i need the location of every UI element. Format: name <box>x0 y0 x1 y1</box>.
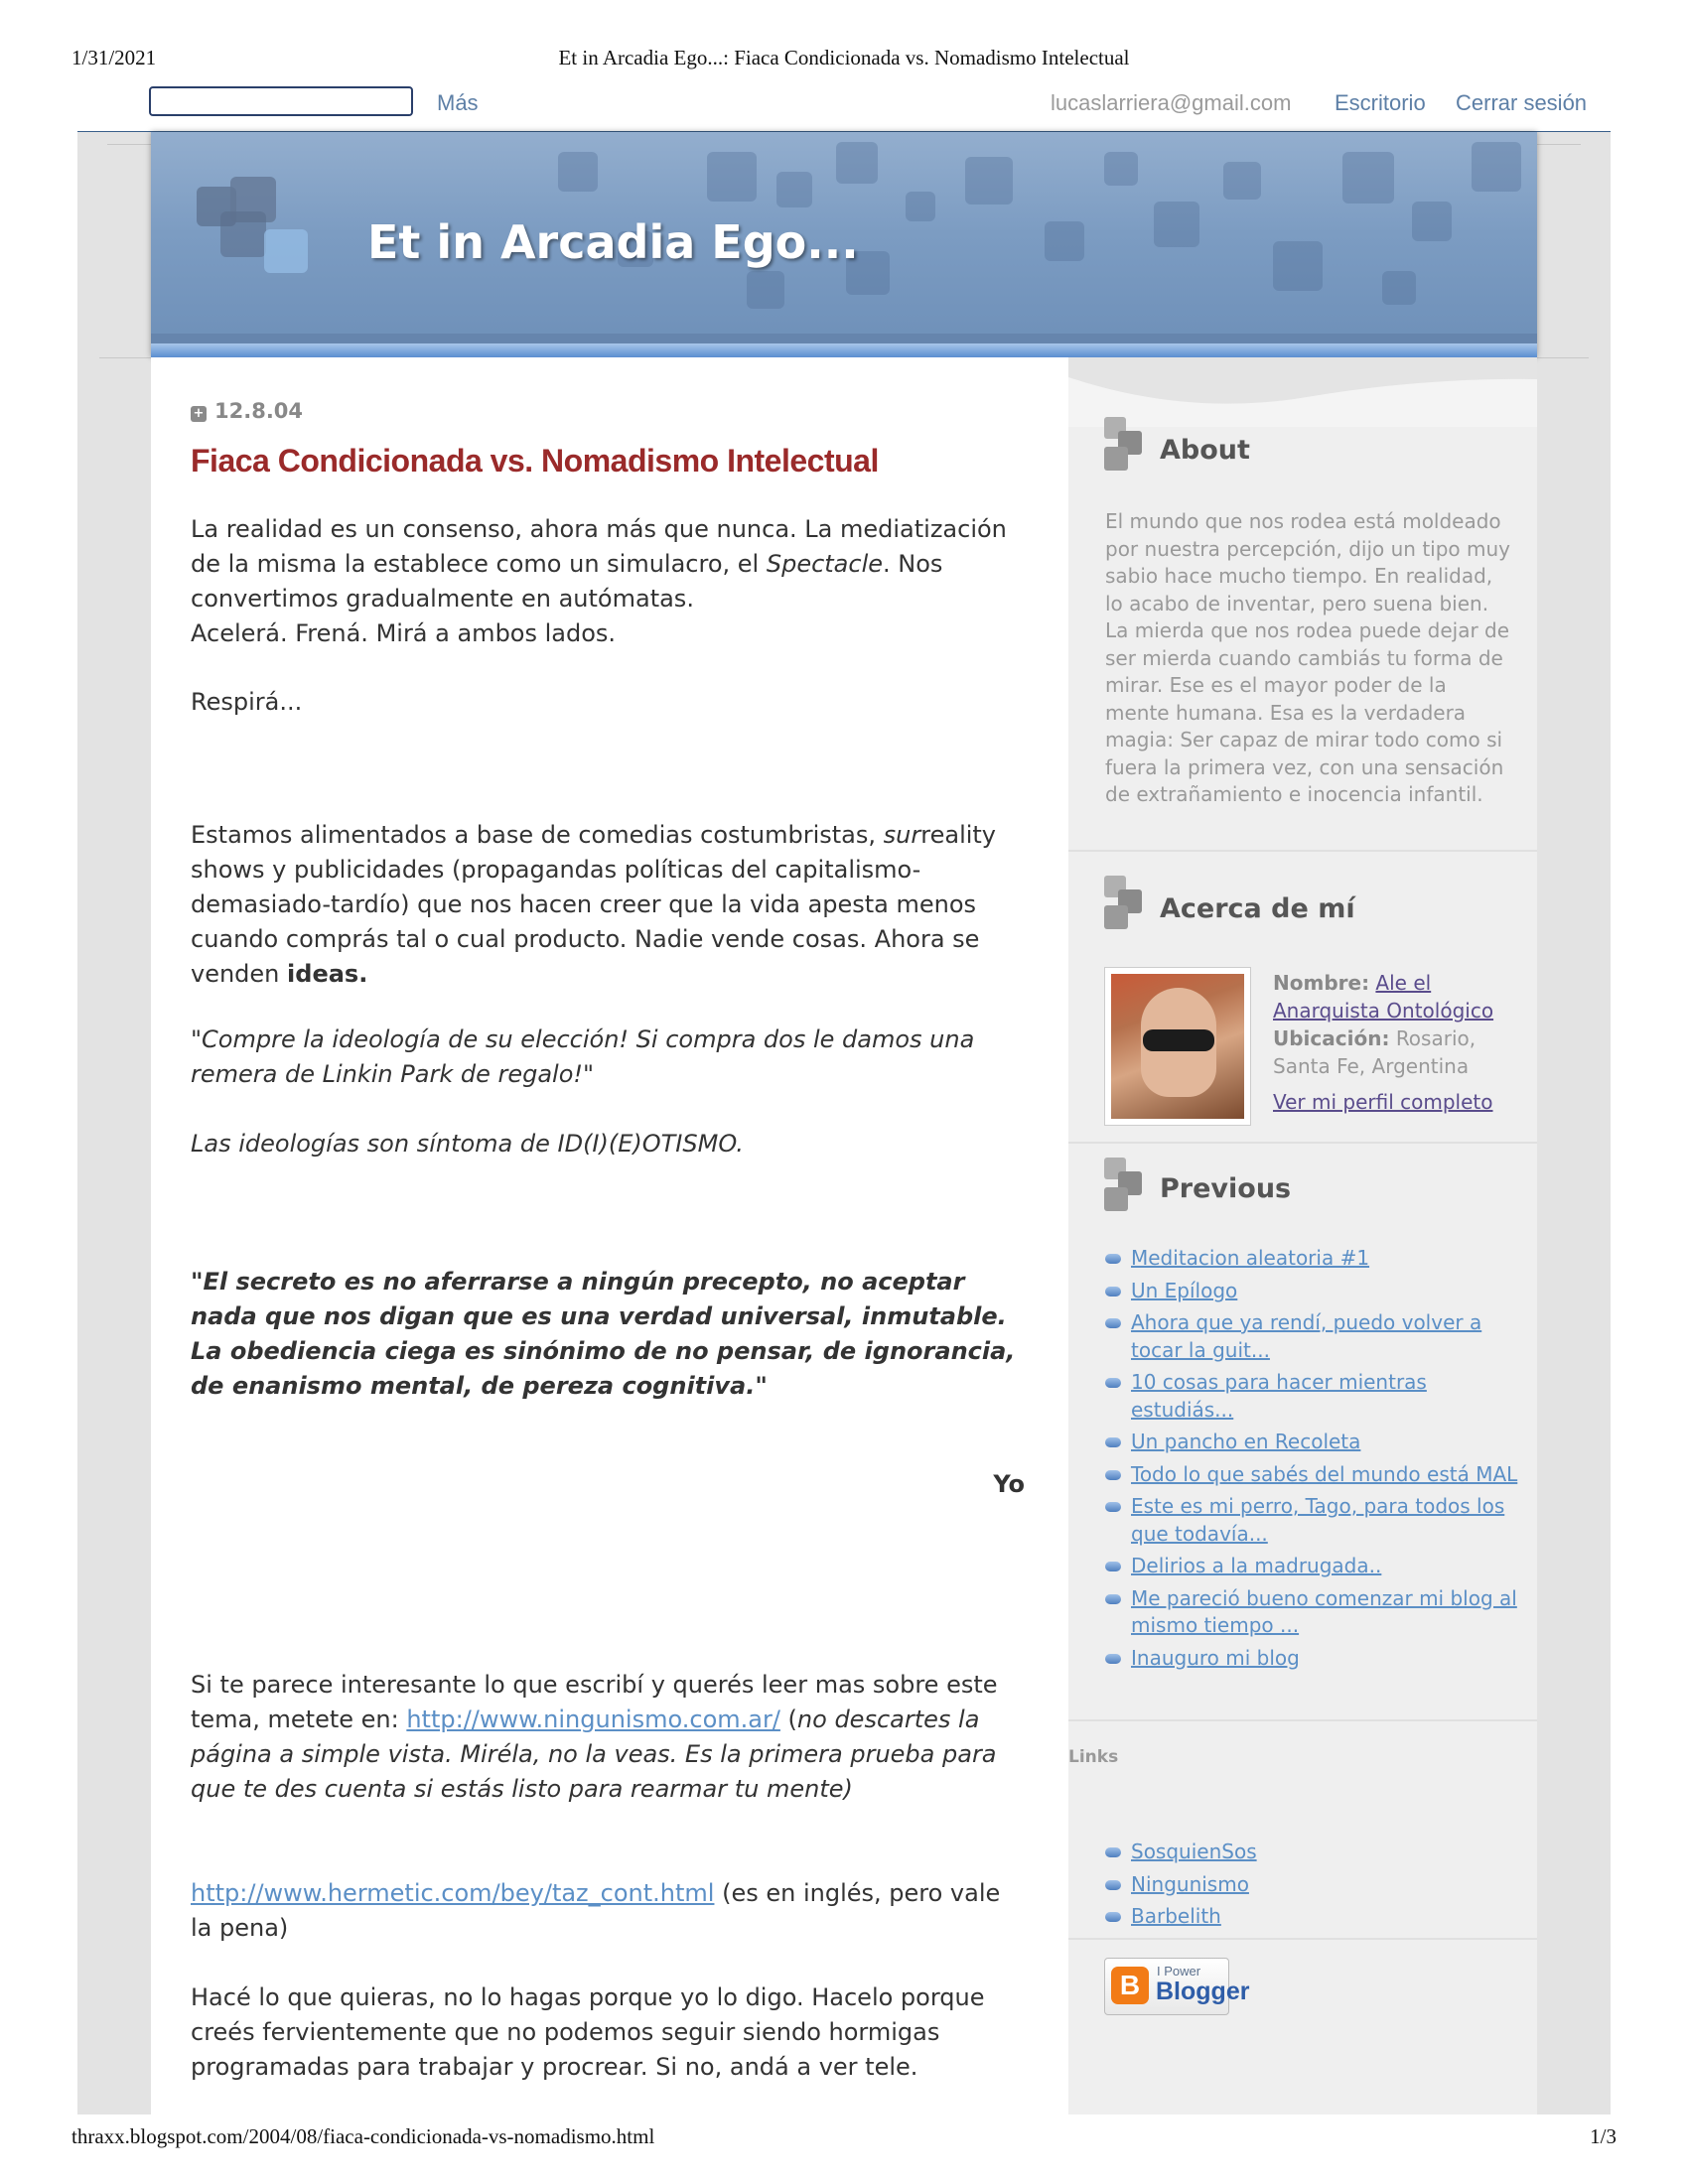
hermetic-link[interactable]: http://www.hermetic.com/bey/taz_cont.html <box>191 1879 715 1907</box>
print-header <box>0 40 1688 69</box>
list-item <box>1105 1309 1522 1364</box>
list-bullet-icon <box>1105 1880 1121 1890</box>
previous-post-link[interactable]: Delirios a la madrugada.. <box>1131 1554 1382 1577</box>
location-value: Rosario, Santa Fe, Argentina <box>1273 1026 1477 1078</box>
post-paragraph: Acelerá. Frená. Mirá a ambos lados. <box>191 619 617 647</box>
list-item <box>1105 1871 1522 1899</box>
post-paragraph: Hacé lo que quieras, no lo hagas porque yo lo digo. Hacelo porque creés fervientemente que no podemos seguir siendo hormigas programadas para trabajar y procrear. Si no, andá a ver tele. <box>191 1983 985 2081</box>
decorative-square <box>1342 152 1394 204</box>
navbar-more-link[interactable]: Más <box>437 90 479 115</box>
about-text: El mundo que nos rodea está moldeado por nuestra percepción, dijo un tipo muy sabio hace mucho tiempo. En realidad, lo acabo de inventar, pero suena bien. La mierda que nos rodea puede dejar de ser mierda cuando cambiás tu forma de mirar. Ese es el mayor poder de la mente humana. Esa es la verdadera magia: Ser capaz de mirar todo como si fuera la primera vez, con una sensación de extrañamiento e inocencia infantil. <box>1105 509 1511 806</box>
post-paragraph-text: reality shows y publicidades (propagandas políticas del capitalismo-demasiado-tardío) que nos hacen creer que la vida apesta menos cuando comprás tal o cual producto. Nadie vende cosas. Ahora se venden <box>191 821 997 988</box>
navbar-user-email: lucaslarriera@gmail.com <box>1051 90 1292 115</box>
list-bullet-icon <box>1105 1470 1121 1480</box>
post-emphasis: Spectacle <box>766 550 884 578</box>
decorative-square <box>1382 271 1416 305</box>
decorative-square <box>836 142 878 184</box>
post-paragraph <box>191 512 1025 616</box>
previous-post-link[interactable]: Este es mi perro, Tago, para todos los que todavía... <box>1131 1494 1505 1546</box>
print-footer <box>0 2120 1688 2150</box>
divider <box>151 343 1537 357</box>
list-bullet-icon <box>1105 1562 1121 1571</box>
links-heading: Links <box>1068 1747 1119 1767</box>
post-date-text: 12.8.04 <box>214 399 304 423</box>
post-paragraph-text: (es en inglés, pero vale la pena) <box>191 1879 1001 1942</box>
decorative-square <box>776 172 812 207</box>
sidebar <box>1068 357 1537 2115</box>
previous-posts-list <box>1105 1245 1522 1677</box>
post-paragraph <box>191 818 1025 992</box>
profile-avatar[interactable] <box>1104 967 1251 1126</box>
post-paragraph-text: . Nos convertimos gradualmente en autómatas. <box>191 550 943 613</box>
divider <box>151 334 1537 343</box>
decorative-square <box>747 271 784 309</box>
post-quote: "Compre la ideología de su elección! Si compra dos le damos una remera de Linkin Park de regalo!" <box>191 1025 975 1088</box>
divider <box>1068 1142 1537 1144</box>
list-item <box>1105 1461 1522 1489</box>
print-date: 1/31/2021 <box>71 46 157 69</box>
list-item <box>1105 1369 1522 1424</box>
links-list <box>1105 1839 1522 1936</box>
previous-post-link[interactable]: Ahora que ya rendí, puedo volver a tocar la guit... <box>1131 1310 1482 1362</box>
list-item <box>1105 1245 1522 1273</box>
previous-post-link[interactable]: Todo lo que sabés del mundo está MAL <box>1131 1461 1518 1486</box>
sunglasses-shape <box>1143 1029 1214 1051</box>
post-emphasis: no descartes la página a simple vista. Miréla, no la veas. Es la primera prueba para que te des cuenta si estás listo para rearmar tu mente) <box>191 1706 997 1803</box>
divider <box>1068 1938 1537 1940</box>
view-full-profile-link[interactable]: Ver mi perfil completo <box>1273 1090 1493 1114</box>
print-title: Et in Arcadia Ego...: Fiaca Condicionada vs. Nomadismo Intelectual <box>558 46 1130 69</box>
profile-info <box>1273 969 1531 1116</box>
list-item <box>1105 1429 1522 1456</box>
blogger-navbar <box>77 81 1611 133</box>
post-signature: Yo <box>993 1470 1025 1498</box>
post-paragraph-text: ( <box>779 1706 797 1733</box>
decorative-square <box>1045 221 1084 261</box>
previous-post-link[interactable]: Meditacion aleatoria #1 <box>1131 1246 1370 1270</box>
navbar-logout-link[interactable]: Cerrar sesión <box>1456 90 1588 115</box>
date-bullet-icon: + <box>191 406 207 422</box>
decorative-square <box>1104 152 1138 186</box>
logo-square <box>220 211 266 257</box>
external-link[interactable]: Ningunismo <box>1131 1871 1249 1896</box>
list-item <box>1105 1553 1522 1580</box>
list-bullet-icon <box>1105 1378 1121 1388</box>
post-paragraph-text: La realidad es un consenso, ahora más que nunca. La mediatización de la misma la establece como un simulacro, el <box>191 515 1007 578</box>
profile-name-link[interactable]: Ale el Anarquista Ontológico <box>1273 971 1494 1023</box>
previous-post-link[interactable]: 10 cosas para hacer mientras estudiás... <box>1131 1370 1427 1422</box>
badge-title: Blogger <box>1156 1978 1250 2005</box>
badge-caption: I Power <box>1157 1964 1201 1979</box>
powered-by-blogger-badge[interactable] <box>1104 1958 1250 2015</box>
list-bullet-icon <box>1105 1318 1121 1328</box>
decorative-square <box>906 192 935 221</box>
blog-header-banner <box>151 132 1537 357</box>
navbar-search-input[interactable] <box>149 86 413 116</box>
post-paragraph-text: Estamos alimentados a base de comedias costumbristas, <box>191 821 884 849</box>
post-title: Fiaca Condicionada vs. Nomadismo Intelectual <box>191 443 879 478</box>
external-link[interactable]: SosquienSos <box>1131 1840 1257 1863</box>
previous-heading: Previous <box>1160 1173 1292 1204</box>
divider <box>1068 850 1537 852</box>
location-label: Ubicación: <box>1273 1026 1390 1050</box>
previous-section-icon <box>1104 1158 1148 1223</box>
list-bullet-icon <box>1105 1502 1121 1512</box>
post-strong: ideas. <box>287 960 368 988</box>
list-bullet-icon <box>1105 1254 1121 1264</box>
previous-post-link[interactable]: Me pareció bueno comenzar mi blog al mismo tiempo ... <box>1131 1585 1517 1637</box>
post-date <box>191 399 303 423</box>
blogger-logo-icon: B <box>1111 1967 1149 2004</box>
list-item <box>1105 1645 1522 1673</box>
list-bullet-icon <box>1105 1594 1121 1604</box>
divider <box>1068 1719 1537 1721</box>
decorative-square <box>965 157 1013 205</box>
decorative-square <box>1154 202 1199 247</box>
post-paragraph-text: Si te parece interesante lo que escribí y querés leer mas sobre este tema, metete en: <box>191 1671 998 1733</box>
list-item <box>1105 1903 1522 1931</box>
name-label: Nombre: <box>1273 971 1370 995</box>
list-bullet-icon <box>1105 1847 1121 1857</box>
decorative-square <box>1472 142 1521 192</box>
list-item <box>1105 1839 1522 1866</box>
previous-post-link[interactable]: Un pancho en Recoleta <box>1131 1430 1361 1453</box>
print-page-number: 1/3 <box>1590 2124 1617 2148</box>
print-url: thraxx.blogspot.com/2004/08/fiaca-condicionada-vs-nomadismo.html <box>71 2124 655 2148</box>
decorative-square <box>1273 241 1323 291</box>
decorative-square <box>1412 202 1452 241</box>
navbar-dashboard-link[interactable]: Escritorio <box>1335 90 1426 115</box>
post-emphasis: sur <box>883 821 921 849</box>
about-me-section-icon <box>1104 876 1148 941</box>
list-bullet-icon <box>1105 1654 1121 1664</box>
logo-square <box>264 229 308 273</box>
previous-post-link[interactable]: Inauguro mi blog <box>1131 1645 1300 1670</box>
about-section-icon <box>1104 417 1148 482</box>
decorative-square <box>707 152 757 202</box>
about-heading: About <box>1160 435 1250 466</box>
list-bullet-icon <box>1105 1287 1121 1297</box>
list-bullet-icon <box>1105 1437 1121 1447</box>
post-paragraph <box>191 1668 1025 1807</box>
list-item <box>1105 1278 1522 1305</box>
decorative-square <box>558 152 598 192</box>
about-me-heading: Acerca de mí <box>1160 893 1355 924</box>
post-quote: Las ideologías son síntoma de ID(I)(E)OTISMO. <box>191 1130 744 1158</box>
post-paragraph <box>191 1876 1025 1946</box>
post-main-column <box>151 357 1068 2115</box>
external-link[interactable]: Barbelith <box>1131 1904 1221 1928</box>
list-item <box>1105 1493 1522 1548</box>
previous-post-link[interactable]: Un Epílogo <box>1131 1278 1238 1302</box>
list-bullet-icon <box>1105 1912 1121 1922</box>
blog-title-link[interactable]: Et in Arcadia Ego... <box>367 215 859 269</box>
post-bold-quote: "El secreto es no aferrarse a ningún precepto, no aceptar nada que nos digan que es una verdad universal, inmutable. La obediencia ciega es sinónimo de no pensar, de ignorancia, de enanismo mental, de pereza cognitiva." <box>191 1268 1016 1400</box>
profile-photo <box>1111 974 1244 1119</box>
ningunismo-link[interactable]: http://www.ningunismo.com.ar/ <box>406 1706 780 1733</box>
list-item <box>1105 1585 1522 1640</box>
post-paragraph: Respirá... <box>191 688 303 716</box>
decorative-square <box>1223 162 1261 200</box>
